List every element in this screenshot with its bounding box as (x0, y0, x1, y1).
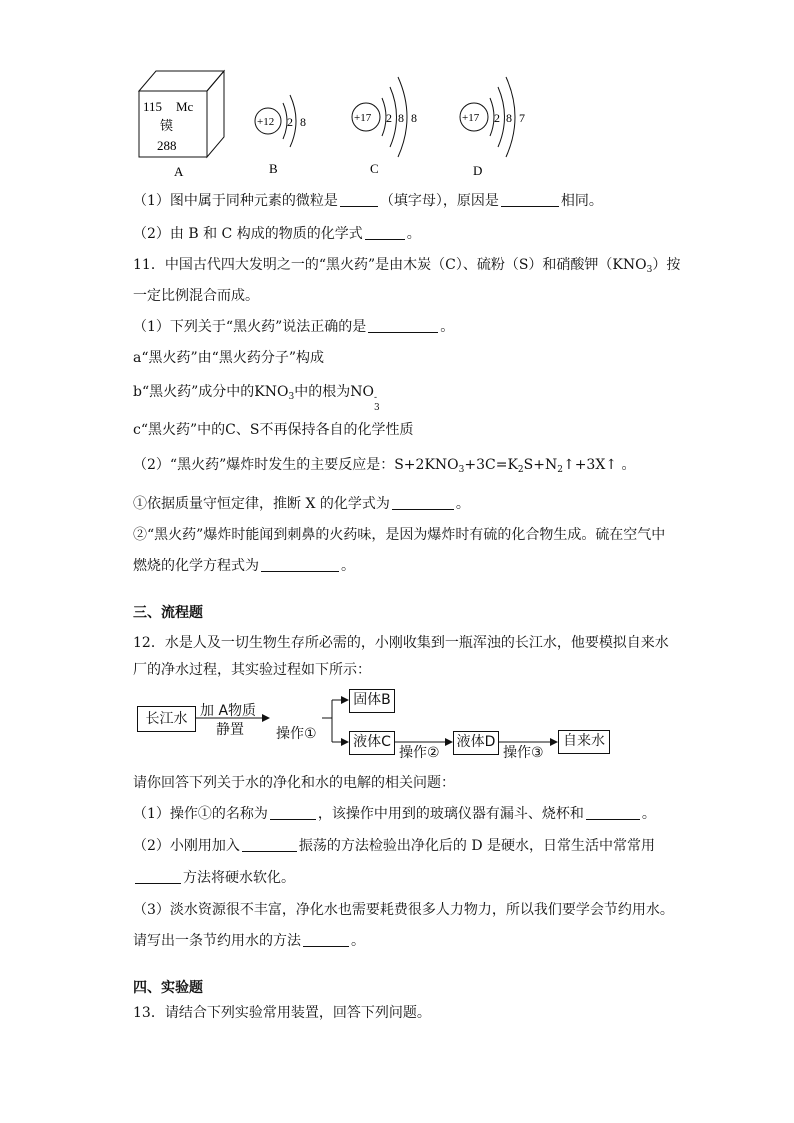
atom-c-shell-3: 8 (411, 111, 417, 125)
q11-part2: （2）“黑火药”爆炸时发生的主要反应是：$S+2KNO_3+3C=K_2S+N_2↑+3X↑$ 。 (133, 457, 636, 475)
answer-blank[interactable] (340, 192, 378, 207)
label-d: D (473, 163, 483, 178)
q11-sub1: ①依据质量守恒定律，推断 X 的化学式为 。 (133, 496, 470, 512)
element-symbol: Mc (176, 99, 194, 114)
section-title-experiment: 四、实验题 (133, 980, 203, 996)
atom-b-shell-2: 8 (300, 115, 306, 129)
answer-blank[interactable] (501, 192, 559, 207)
flow-label-op1: 操作① (276, 726, 317, 742)
q10-part1: （1）图中属于同种元素的微粒是 （填字母），原因是 相同。 (133, 193, 603, 209)
q12-part1: （1）操作①的名称为 ，该操作中用到的玻璃仪器有漏斗、烧杯和 。 (133, 806, 656, 822)
q11-sub2-line1: ②“黑火药”爆炸时能闻到刺鼻的火药味，是因为爆炸时有硫的化合物生成。硫在空气中 (133, 527, 666, 543)
flow-label-op2: 操作② (399, 745, 440, 761)
atom-c-shell-2: 8 (398, 111, 404, 125)
q13-text: 13．请结合下列实验常用装置，回答下列问题。 (133, 1005, 431, 1021)
answer-blank[interactable] (261, 557, 339, 572)
label-a: A (174, 164, 184, 179)
atom-d-nucleus: +17 (462, 112, 480, 124)
atom-d-diagram (460, 77, 525, 157)
q12-part2: （2）小刚用加入 振荡的方法检验出净化后的 D 是硬水，日常生活中常常用 (133, 838, 656, 854)
answer-blank[interactable] (586, 805, 640, 820)
q11-line1: 11．中国古代四大发明之一的“黑火药”是由木炭（C）、硫粉（S）和硝酸钾$(KNO_3)$按 (133, 257, 681, 275)
label-b: B (269, 161, 278, 176)
element-box (139, 71, 224, 157)
atom-b-nucleus: +12 (257, 116, 275, 128)
atom-b-diagram (255, 95, 306, 147)
atom-c-shell-1: 2 (386, 111, 392, 125)
q11-option-c: c“黑火药”中的C、S不再保持各自的化学性质 (133, 422, 414, 438)
answer-blank[interactable] (135, 869, 181, 884)
q10-part2: （2）由 B 和 C 构成的物质的化学式 。 (133, 226, 421, 242)
atom-c-nucleus: +17 (354, 112, 372, 124)
answer-blank[interactable] (303, 932, 349, 947)
element-mass: 288 (157, 138, 177, 153)
flow-box-liquid-d: 液体D (453, 731, 499, 755)
atom-d-shell-3: 7 (519, 111, 525, 125)
flow-label-add: 加 A物质 (200, 703, 257, 719)
flow-label-settle: 静置 (216, 722, 244, 738)
q11-option-b: b“黑火药”成分中的$KNO_3$中的根为NO - 3 (133, 384, 380, 413)
q12-line2: 厂的净水过程，其实验过程如下所示： (133, 662, 371, 678)
atom-b-shell-1: 2 (287, 115, 293, 129)
atom-c-diagram (352, 77, 417, 157)
flow-box-end: 自来水 (558, 730, 610, 754)
q12-part3-line1: （3）淡水资源很不丰富，净化水也需要耗费很多人力物力，所以我们要学会节约用水。 (133, 902, 674, 918)
section-title-flow: 三、流程题 (133, 605, 203, 621)
figure-row (130, 65, 550, 185)
q11-option-a: a“黑火药”由“黑火药分子”构成 (133, 350, 324, 366)
q12-part3-line2: 请写出一条节约用水的方法 。 (133, 933, 365, 949)
q12-part2-line2: 方法将硬水软化。 (133, 868, 295, 888)
atom-d-shell-1: 2 (494, 111, 500, 125)
flow-box-liquid-c: 液体C (349, 731, 395, 755)
q12-line1: 12．水是人及一切生物生存所必需的，小刚收集到一瓶浑浊的长江水，他要模拟自来水 (133, 635, 669, 651)
flow-connectors (0, 680, 794, 760)
answer-blank[interactable] (368, 318, 438, 333)
answer-blank[interactable] (365, 225, 405, 240)
flow-label-op3: 操作③ (503, 745, 544, 761)
answer-blank[interactable] (242, 837, 297, 852)
element-number: 115 (143, 99, 163, 114)
answer-blank[interactable] (392, 495, 454, 510)
q11-sub2-line2: 燃烧的化学方程式为 。 (133, 558, 355, 574)
q12-prompt: 请你回答下列关于水的净化和水的电解的相关问题： (133, 775, 455, 791)
flow-box-start: 长江水 (137, 706, 196, 732)
atom-d-shell-2: 8 (506, 111, 512, 125)
answer-blank[interactable] (270, 805, 316, 820)
flow-box-solid: 固体B (349, 689, 395, 713)
q11-part1: （1）下列关于“黑火药”说法正确的是 。 (133, 319, 455, 335)
label-c: C (370, 161, 379, 176)
q11-line2: 一定比例混合而成。 (133, 288, 259, 304)
element-name: 镆 (160, 118, 174, 133)
